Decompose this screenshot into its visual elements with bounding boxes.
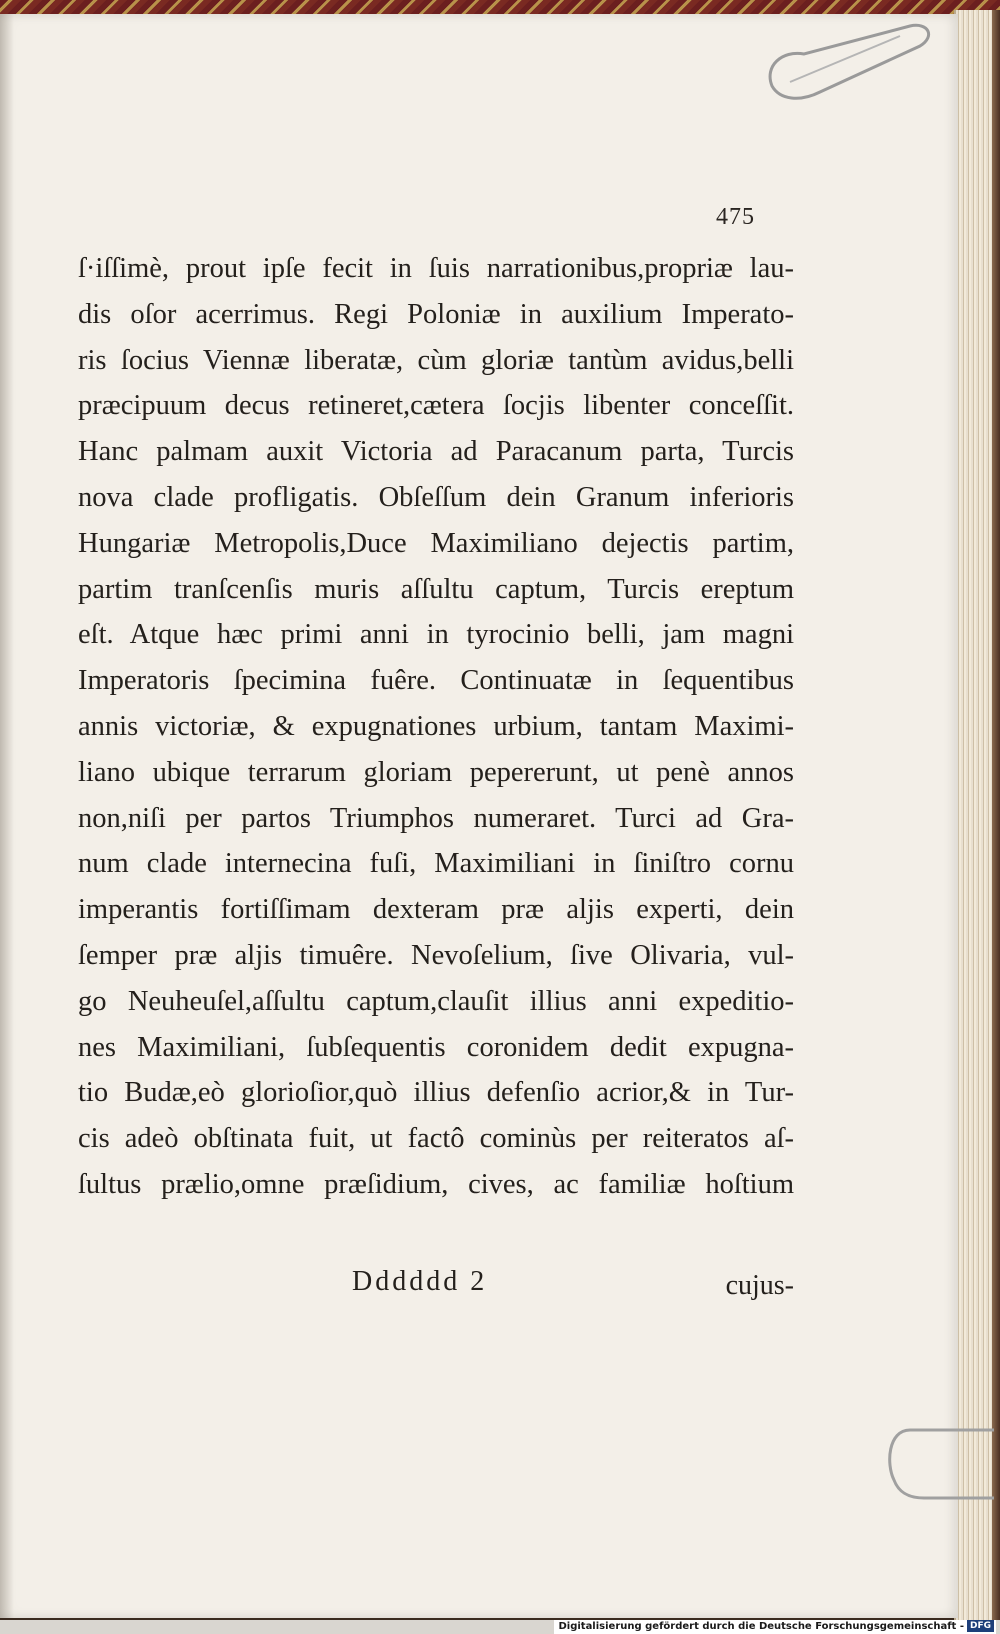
text-line: ſultus prælio,omne præſidium, cives, ac familiæ hoſtium <box>78 1168 794 1200</box>
text-line: non,niſi per partos Triumphos numeraret. Turci ad Gra- <box>78 802 794 834</box>
digitization-credit <box>554 1620 996 1634</box>
text-line: Hungariæ Metropolis,Duce Maximiliano dejectis partim, <box>78 527 794 559</box>
paper-clip-bottom-icon <box>884 1424 1000 1504</box>
book-page-edges <box>954 10 1000 1620</box>
signature-mark: Dddddd 2 <box>352 1266 488 1297</box>
book-page <box>0 14 958 1618</box>
text-line: dis oſor acerrimus. Regi Poloniæ in auxilium Imperato- <box>78 298 794 330</box>
text-line: go Neuheuſel,aſſultu captum,clauſit illius anni expeditio- <box>78 985 794 1017</box>
text-line: præcipuum decus retineret,cætera ſocjis libenter conceſſit. <box>78 390 794 422</box>
text-line: ris ſocius Viennæ liberatæ, cùm gloriæ tantùm avidus,belli <box>78 344 794 376</box>
dfg-logo-icon: DFG <box>967 1620 994 1632</box>
text-line: nova clade profligatis. Obſeſſum dein Granum inferioris <box>78 481 794 513</box>
catchword: cujus- <box>725 1270 794 1301</box>
text-line: cis adeò obſtinata fuit, ut factô cominùs per reiteratos aſ- <box>78 1123 794 1155</box>
text-line: annis victoriæ, & expugnationes urbium, tantam Maximi- <box>78 710 794 742</box>
text-line: num clade internecina fuſi, Maximiliani in ſiniſtro cornu <box>78 848 794 880</box>
text-line: nes Maximiliani, ſubſequentis coronidem dedit expugna- <box>78 1031 794 1063</box>
text-line: ſ·iſſimè, prout ipſe fecit in ſuis narrationibus,propriæ lau- <box>78 253 794 284</box>
text-line: Hanc palmam auxit Victoria ad Paracanum parta, Turcis <box>78 436 794 468</box>
paper-clip-icon <box>760 14 940 114</box>
text-line: partim tranſcenſis muris aſſultu captum, Turcis ereptum <box>78 573 794 605</box>
text-line: ſemper præ aljis timuêre. Nevoſelium, ſive Olivaria, vul- <box>78 939 794 971</box>
text-line: eſt. Atque hæc primi anni in tyrocinio belli, jam magni <box>78 619 794 651</box>
text-line: imperantis fortiſſimam dexteram præ aljis experti, dein <box>78 894 794 926</box>
body-text <box>78 246 794 1208</box>
text-line: liano ubique terrarum gloriam pepererunt, ut penè annos <box>78 756 794 788</box>
credit-text: Digitalisierung gefördert durch die Deutsche Forschungsgemeinschaft - <box>558 1621 964 1632</box>
text-line: Imperatoris ſpecimina fuêre. Continuatæ in ſequentibus <box>78 665 794 697</box>
page-number: 475 <box>716 204 755 230</box>
text-line: tio Budæ,eò glorioſior,quò illius defenſio acrior,& in Tur- <box>78 1077 794 1109</box>
